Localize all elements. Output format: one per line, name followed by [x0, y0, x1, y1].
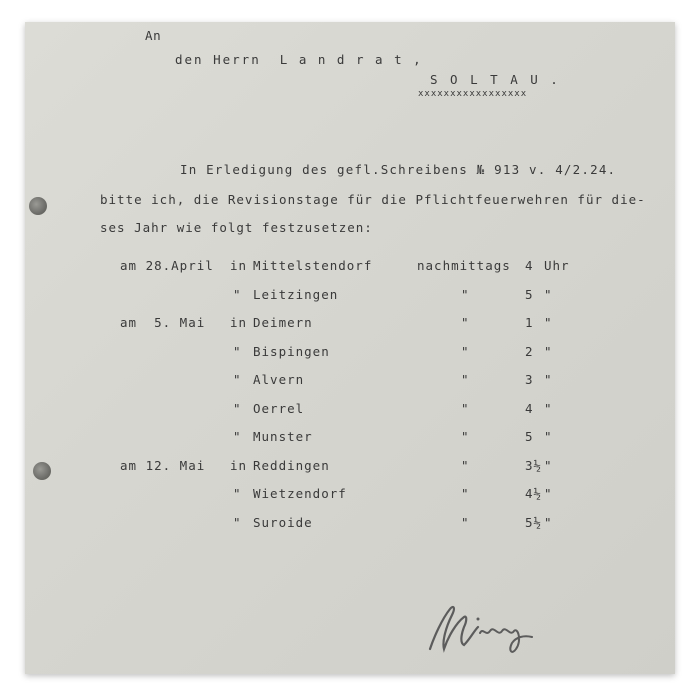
row-prep: " — [233, 400, 242, 416]
schedule-row — [25, 372, 625, 392]
row-hour: 2 — [525, 343, 534, 359]
row-place: Leitzingen — [253, 286, 339, 302]
row-time-label: " — [461, 372, 470, 387]
row-date: am 12. Mai — [120, 457, 206, 473]
schedule-row — [25, 515, 625, 535]
row-unit: " — [544, 343, 553, 359]
row-time-label: " — [461, 315, 470, 330]
row-time-label: " — [461, 343, 470, 359]
row-prep: " — [233, 343, 242, 359]
salutation-an: An — [145, 28, 162, 43]
row-hour: 5 — [525, 429, 534, 444]
row-date: am 5. Mai — [120, 315, 206, 330]
row-hour: 4 — [525, 400, 534, 416]
row-hour: 3½ — [525, 457, 543, 473]
row-unit: " — [544, 372, 553, 387]
city-line: S O L T A U . — [430, 72, 561, 87]
row-prep: in — [230, 258, 248, 273]
row-place: Bispingen — [253, 343, 330, 359]
row-prep: in — [230, 457, 248, 473]
row-unit: " — [544, 486, 553, 501]
handwritten-signature — [420, 597, 545, 667]
row-hour: 3 — [525, 372, 534, 387]
row-place: Alvern — [253, 372, 305, 387]
body-line-2: bitte ich, die Revisionstage für die Pflichtfeuerwehren für die- — [100, 192, 646, 207]
schedule-row — [25, 429, 625, 449]
row-unit: " — [544, 457, 553, 473]
row-time-label: nachmittags — [417, 258, 511, 273]
row-unit: " — [544, 514, 553, 530]
body-line-3: ses Jahr wie folgt festzusetzen: — [100, 220, 373, 235]
punch-hole-top — [29, 197, 47, 215]
row-unit: " — [544, 286, 553, 302]
row-place: Munster — [253, 429, 313, 444]
row-place: Oerrel — [253, 400, 305, 416]
row-unit: " — [544, 429, 553, 444]
letter-page — [25, 22, 675, 674]
row-date: am 28.April — [120, 258, 214, 273]
row-place: Suroide — [253, 514, 313, 530]
row-hour: 4 — [525, 258, 534, 273]
row-prep: " — [233, 429, 242, 444]
row-time-label: " — [461, 457, 470, 473]
row-place: Reddingen — [253, 457, 330, 473]
row-time-label: " — [461, 400, 470, 416]
body-line-1: In Erledigung des gefl.Schreibens № 913 v. 4/2.24. — [180, 162, 617, 177]
schedule-row — [25, 344, 625, 364]
row-prep: in — [230, 315, 248, 330]
row-unit: Uhr — [544, 258, 570, 273]
schedule-row — [25, 486, 625, 506]
row-place: Mittelstendorf — [253, 258, 373, 273]
row-hour: 1 — [525, 315, 534, 330]
row-prep: " — [233, 372, 242, 387]
schedule-row — [25, 315, 625, 335]
row-place: Deimern — [253, 315, 313, 330]
row-time-label: " — [461, 514, 470, 530]
row-hour: 5 — [525, 286, 534, 302]
row-time-label: " — [461, 429, 470, 444]
row-prep: " — [233, 286, 242, 302]
row-prep: " — [233, 514, 242, 530]
recipient-line: den Herrn L a n d r a t , — [175, 52, 423, 67]
city-underline: xxxxxxxxxxxxxxxxx — [418, 89, 528, 99]
row-prep: " — [233, 486, 242, 501]
row-time-label: " — [461, 486, 470, 501]
schedule-row — [25, 287, 625, 307]
row-time-label: " — [461, 286, 470, 302]
row-unit: " — [544, 400, 553, 416]
schedule-row — [25, 401, 625, 421]
row-place: Wietzendorf — [253, 486, 347, 501]
schedule-row — [25, 458, 625, 478]
row-unit: " — [544, 315, 553, 330]
row-hour: 5½ — [525, 514, 543, 530]
row-hour: 4½ — [525, 486, 543, 501]
schedule-row — [25, 258, 625, 278]
